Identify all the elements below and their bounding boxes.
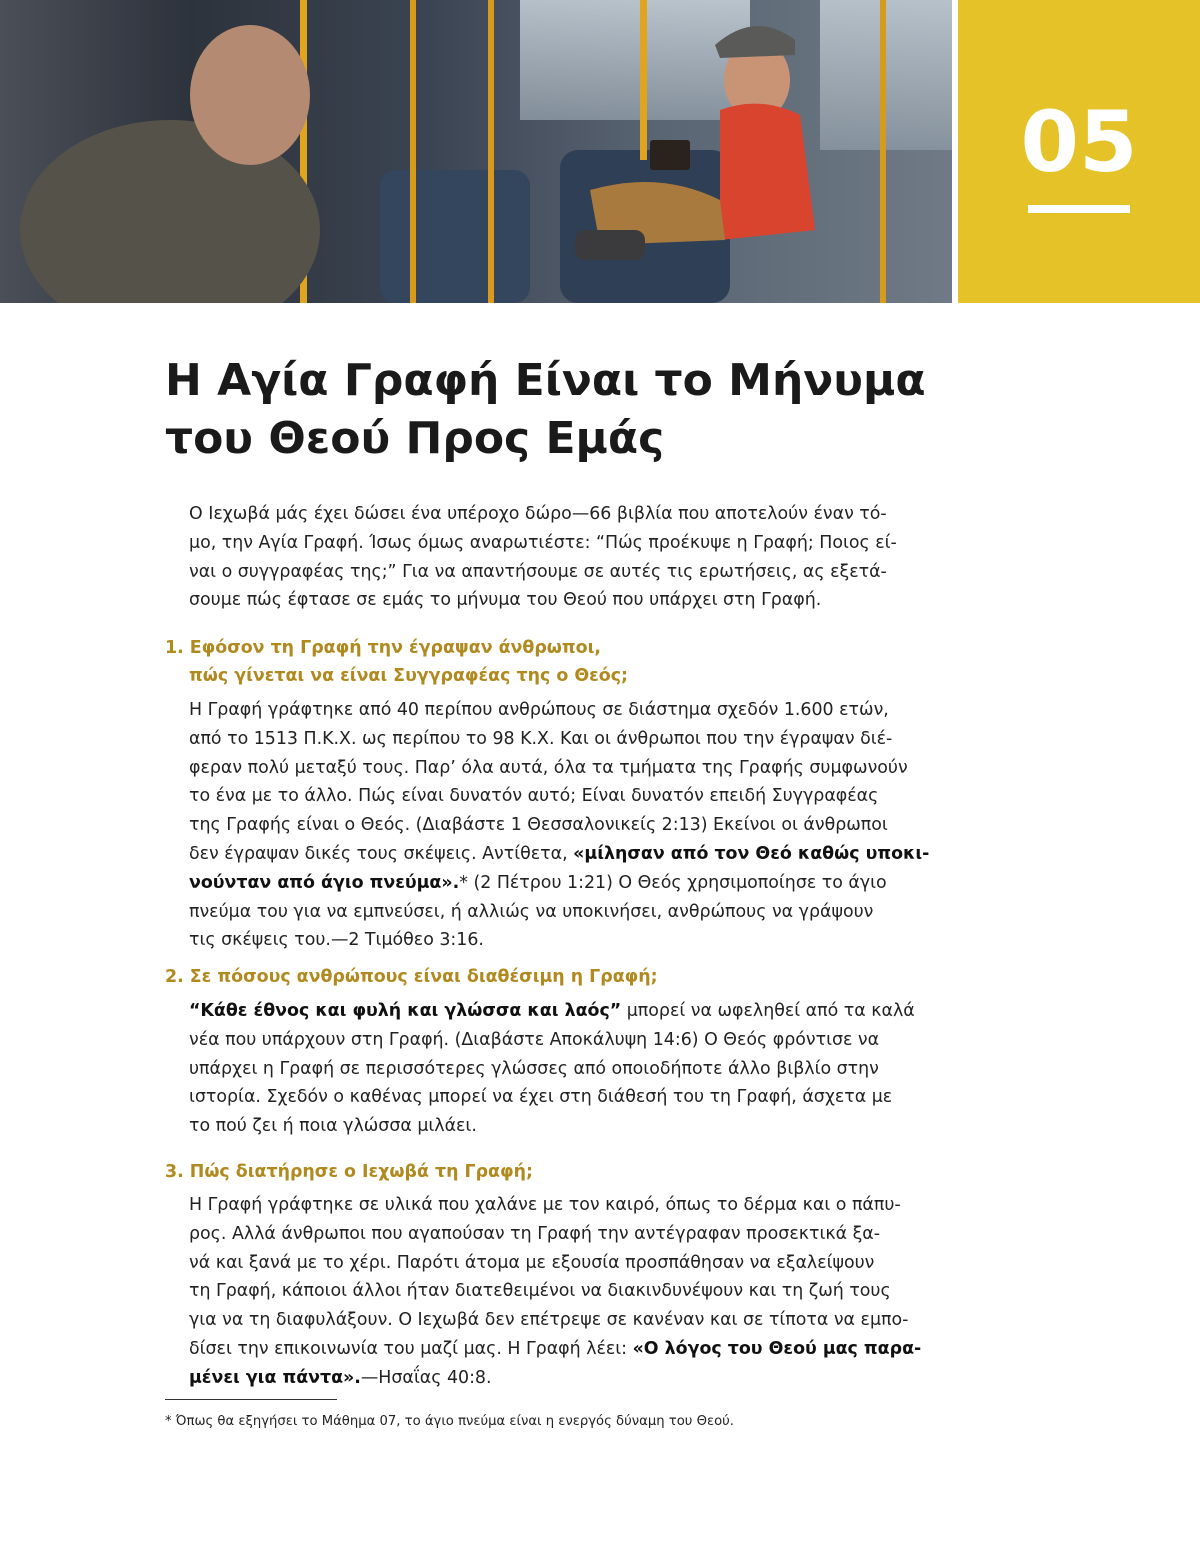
- answer-text: —Ησαΐας 40:8.: [360, 1367, 492, 1388]
- intro-line: ναι ο συγγραφέας της;” Για να απαντήσουμε σε αυτές τις ερωτήσεις, ας εξετά-: [189, 561, 887, 582]
- answer-text: μπορεί να ωφεληθεί από τα καλά: [621, 1001, 915, 1021]
- answer-text: δεν έγραψαν δικές τους σκέψεις. Αντίθετα,: [189, 843, 574, 864]
- answer-text: δίσει την επικοινωνία του μαζί μας. Η Γραφή λέει:: [189, 1338, 633, 1359]
- lesson-number: 05: [1020, 93, 1138, 191]
- question-1-heading-line-1: 1. Εφόσον τη Γραφή την έγραψαν άνθρωποι,: [165, 638, 601, 658]
- answer-text: * (2 Πέτρου 1:21) Ο Θεός χρησιμοποίησε το άγιο: [459, 872, 887, 893]
- header-photo: [0, 0, 952, 303]
- lesson-badge-underline: [1028, 205, 1130, 213]
- scripture-quote-bold: νούνταν από άγιο πνεύμα».: [189, 872, 460, 893]
- answer-line: από το 1513 Π.Κ.Χ. ως περίπου το 98 Κ.Χ. Και οι άνθρωποι που την έγραψαν διέ-: [189, 728, 893, 749]
- lesson-badge: [958, 0, 1200, 303]
- question-2-heading-line-1: 2. Σε πόσους ανθρώπους είναι διαθέσιμη η Γραφή;: [165, 967, 658, 987]
- bus-passenger-reading-photo: [0, 0, 952, 303]
- answer-line: ιστορία. Σχεδόν ο καθένας μπορεί να έχει στη διάθεσή του τη Γραφή, άσχετα με: [189, 1087, 893, 1108]
- scripture-quote-bold: “Κάθε έθνος και φυλή και γλώσσα και λαός”: [189, 1001, 622, 1021]
- question-3-heading: [165, 1158, 965, 1186]
- scripture-quote-bold: μένει για πάντα».: [189, 1367, 361, 1388]
- footnote: * Όπως θα εξηγήσει το Μάθημα 07, το άγιο πνεύμα είναι η ενεργός δύναμη του Θεού.: [165, 1414, 734, 1429]
- answer-line: τη Γραφή, κάποιοι άλλοι ήταν διατεθειμένοι να διακινδυνέψουν και τη ζωή τους: [189, 1281, 891, 1302]
- answer-3-paragraph: [189, 1191, 951, 1393]
- answer-line: το πού ζει ή ποια γλώσσα μιλάει.: [189, 1116, 477, 1137]
- answer-line: Η Γραφή γράφτηκε από 40 περίπου ανθρώπους σε διάστημα σχεδόν 1.600 ετών,: [189, 700, 889, 720]
- answer-line: Η Γραφή γράφτηκε σε υλικά που χαλάνε με τον καιρό, όπως το δέρμα και ο πάπυ-: [189, 1195, 901, 1215]
- title-line-2: του Θεού Προς Εμάς: [165, 413, 665, 464]
- question-3-heading-line-1: 3. Πώς διατήρησε ο Ιεχωβά τη Γραφή;: [165, 1162, 533, 1182]
- answer-1-paragraph: [189, 696, 951, 955]
- answer-line: πνεύμα του για να εμπνεύσει, ή αλλιώς να υποκινήσει, ανθρώπους να γράψουν: [189, 901, 874, 922]
- answer-line: υπάρχει η Γραφή σε περισσότερες γλώσσες από οποιοδήποτε άλλο βιβλίο στην: [189, 1058, 879, 1079]
- answer-line: [189, 997, 951, 1026]
- intro-paragraph: [189, 500, 951, 615]
- answer-line: φεραν πολύ μεταξύ τους. Παρ’ όλα αυτά, όλα τα τμήματα της Γραφής συμφωνούν: [189, 757, 908, 778]
- answer-line: της Γραφής είναι ο Θεός. (Διαβάστε 1 Θεσσαλονικείς 2:13) Εκείνοι οι άνθρωποι: [189, 815, 888, 836]
- answer-line: νέα που υπάρχουν στη Γραφή. (Διαβάστε Αποκάλυψη 14:6) Ο Θεός φρόντισε να: [189, 1029, 880, 1050]
- question-1-heading: [165, 634, 965, 690]
- scripture-quote-bold: «μίλησαν από τον Θεό καθώς υποκι-: [573, 843, 930, 864]
- answer-line: για να τη διαφυλάξουν. Ο Ιεχωβά δεν επέτρεψε σε κανέναν και σε τίποτα να εμπο-: [189, 1310, 909, 1331]
- answer-2-paragraph: [189, 997, 951, 1141]
- answer-line: ρος. Αλλά άνθρωποι που αγαπούσαν τη Γραφή την αντέγραφαν προσεκτικά ξα-: [189, 1223, 881, 1244]
- intro-line: Ο Ιεχωβά μάς έχει δώσει ένα υπέροχο δώρο—66 βιβλία που αποτελούν έναν τό-: [189, 504, 887, 524]
- answer-line: το ένα με το άλλο. Πώς είναι δυνατόν αυτό; Είναι δυνατόν επειδή Συγγραφέας: [189, 786, 879, 807]
- intro-line: μο, την Αγία Γραφή. Ίσως όμως αναρωτιέστε: “Πώς προέκυψε η Γραφή; Ποιος εί-: [189, 532, 897, 553]
- answer-line: τις σκέψεις του.—2 Τιμόθεο 3:16.: [189, 930, 484, 951]
- question-2-heading: [165, 963, 965, 991]
- answer-line: [189, 869, 951, 898]
- page-title: [165, 352, 985, 468]
- scripture-quote-bold: «Ο λόγος του Θεού μας παρα-: [632, 1338, 922, 1359]
- title-line-1: Η Αγία Γραφή Είναι το Μήνυμα: [165, 355, 926, 406]
- answer-line: [189, 1364, 951, 1393]
- footnote-divider: [165, 1399, 337, 1400]
- answer-line: [189, 1335, 951, 1364]
- answer-line: νά και ξανά με το χέρι. Παρότι άτομα με εξουσία προσπάθησαν να εξαλείψουν: [189, 1252, 875, 1273]
- question-1-heading-line-2: πώς γίνεται να είναι Συγγραφέας της ο Θεός;: [189, 666, 629, 686]
- answer-line: [189, 840, 951, 869]
- intro-line: σουμε πώς έφτασε σε εμάς το μήνυμα του Θεού που υπάρχει στη Γραφή.: [189, 590, 822, 611]
